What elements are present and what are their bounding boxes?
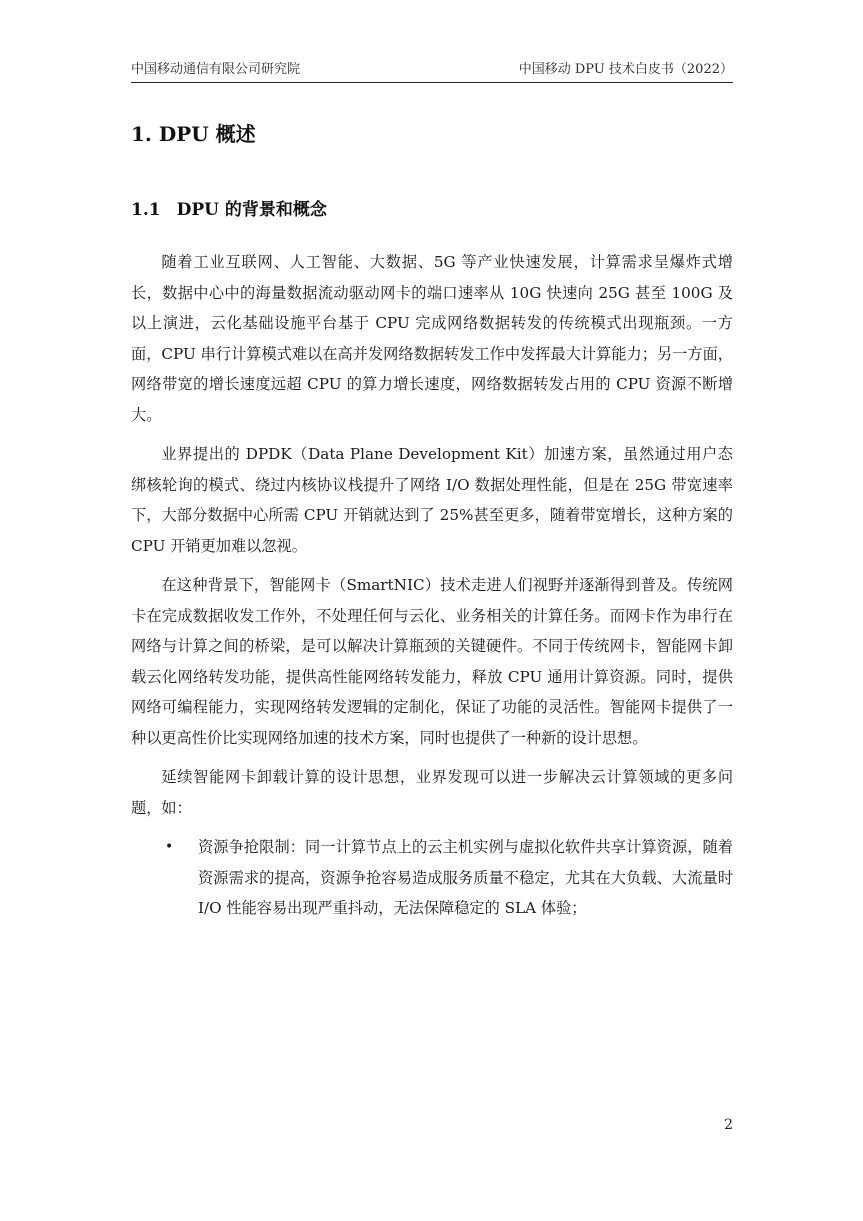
section-number: 1.1: [131, 200, 161, 220]
paragraph-background: 随着工业互联网、人工智能、大数据、5G 等产业快速发展，计算需求呈爆炸式增长，数据中心中的海量数据流动驱动网卡的端口速率从 10G 快速向 25G 甚至 100G 及以上演进，云化基础设施平台基于 CPU 完成网络数据转发的传统模式出现瓶颈。一方面，CPU 串行计算模式难以在高并发网络数据转发工作中发挥最大计算能力；另一方面，网络带宽的增长速度远超 CPU 的算力增长速度，网络数据转发占用的 CPU 资源不断增大。: [131, 253, 733, 424]
body-text: [131, 247, 733, 924]
page-number: 2: [724, 1117, 733, 1133]
list-item: [131, 832, 733, 924]
chapter-title: 1. DPU 概述: [131, 122, 256, 146]
bullet-icon: •: [165, 839, 174, 855]
list-item-text: 资源争抢限制：同一计算节点上的云主机实例与虚拟化软件共享计算资源，随着资源需求的提高，资源争抢容易造成服务质量不稳定，尤其在大负载、大流量时 I/O 性能容易出现严重抖动，无法保障稳定的 SLA 体验；: [198, 838, 733, 917]
page-header: [131, 60, 733, 80]
header-organization: 中国移动通信有限公司研究院: [131, 62, 301, 77]
header-divider: [131, 82, 733, 83]
paragraph-dpdk: 业界提出的 DPDK（Data Plane Development Kit）加速方案，虽然通过用户态绑核轮询的模式、绕过内核协议栈提升了网络 I/O 数据处理性能，但是在 25G 带宽速率下，大部分数据中心所需 CPU 开销就达到了 25%甚至更多，随着带宽增长，这种方案的 CPU 开销更加难以忽视。: [131, 445, 733, 555]
section-heading: [131, 197, 327, 223]
section-title: DPU 的背景和概念: [176, 200, 327, 220]
paragraph-smartnic: 在这种背景下，智能网卡（SmartNIC）技术走进人们视野并逐渐得到普及。传统网卡在完成数据收发工作外，不处理任何与云化、业务相关的计算任务。而网卡作为串行在网络与计算之间的桥梁，是可以解决计算瓶颈的关键硬件。不同于传统网卡，智能网卡卸载云化网络转发功能，提供高性能网络转发能力，释放 CPU 通用计算资源。同时，提供网络可编程能力，实现网络转发逻辑的定制化，保证了功能的灵活性。智能网卡提供了一种以更高性价比实现网络加速的技术方案，同时也提供了一种新的设计思想。: [131, 576, 733, 747]
paragraph-intro-list: 延续智能网卡卸载计算的设计思想，业界发现可以进一步解决云计算领域的更多问题，如：: [131, 768, 733, 817]
header-document-title: 中国移动 DPU 技术白皮书（2022）: [518, 62, 733, 77]
